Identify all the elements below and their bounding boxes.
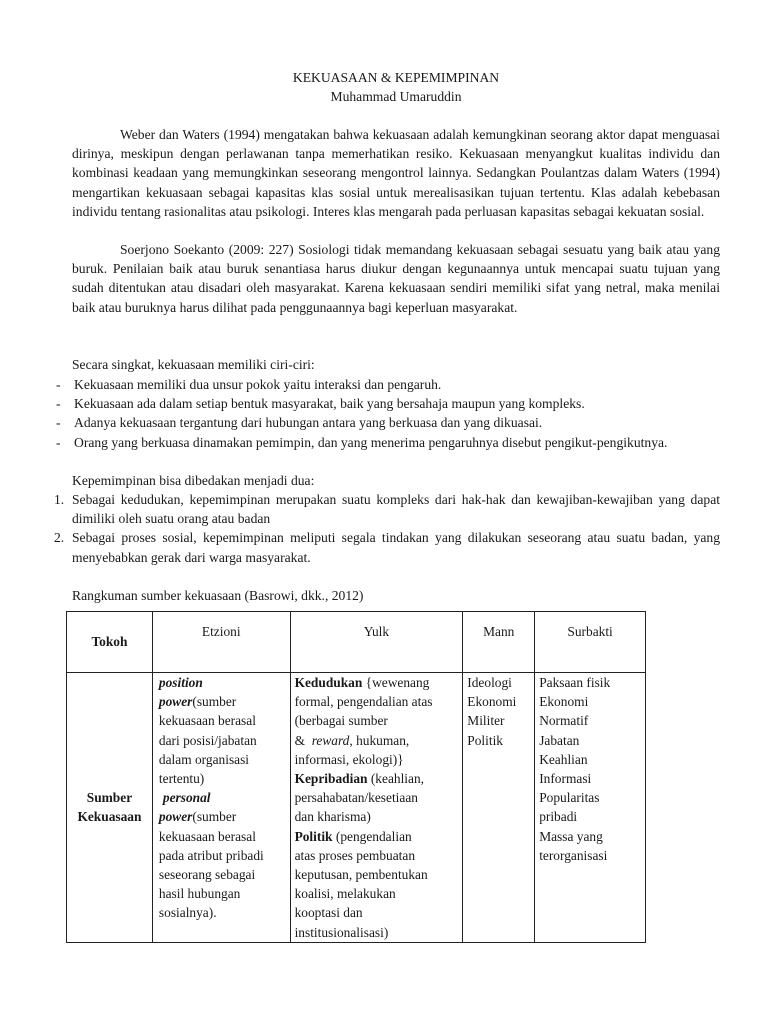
list-item-text: Kekuasaan ada dalam setiap bentuk masyarakat, baik yang bersahaja maupun yang kompleks. bbox=[74, 396, 585, 412]
table-header-row bbox=[67, 612, 646, 673]
table-row bbox=[67, 673, 646, 943]
cell-line: tertentu) bbox=[158, 771, 205, 787]
cell-line: Politik bbox=[467, 732, 504, 748]
cell-line: atas proses pembuatan bbox=[294, 847, 416, 863]
cell-text: (pengendalian bbox=[332, 828, 412, 844]
cell-text: & bbox=[294, 732, 312, 748]
kepemimpinan-list bbox=[0, 490, 720, 567]
bullet-marker: - bbox=[56, 396, 61, 412]
bullet-marker: - bbox=[56, 415, 61, 431]
header-mann: Mann bbox=[463, 612, 535, 673]
cell-line: dan kharisma) bbox=[294, 809, 371, 825]
header-yulk: Yulk bbox=[290, 612, 463, 673]
number-marker: 1. bbox=[54, 492, 65, 507]
list-item bbox=[0, 433, 720, 452]
cell-line: hasil hubungan bbox=[158, 886, 241, 902]
cell-line: Militer bbox=[467, 713, 505, 729]
cell-line: pribadi bbox=[539, 809, 578, 825]
bullet-marker: - bbox=[56, 434, 61, 450]
cell-line bbox=[295, 731, 459, 750]
header-surbakti: Surbakti bbox=[535, 612, 646, 673]
cell-line: Ideologi bbox=[467, 675, 512, 690]
cell-line: kekuasaan berasal bbox=[158, 828, 256, 844]
cell-line bbox=[159, 807, 286, 826]
cell-line bbox=[295, 673, 459, 692]
cell-mann bbox=[463, 673, 535, 943]
table-caption: Rangkuman sumber kekuasaan (Basrowi, dkk., 2012) bbox=[72, 588, 364, 603]
cell-line: informasi, ekologi)} bbox=[294, 751, 404, 767]
cell-line: dalam organisasi bbox=[158, 751, 250, 767]
cell-text: Politik bbox=[294, 828, 333, 844]
cell-line: koalisi, melakukan bbox=[294, 886, 396, 902]
cell-etzioni bbox=[152, 673, 290, 943]
cell-line: (berbagai sumber bbox=[294, 713, 388, 729]
cell-line: Informasi bbox=[539, 771, 592, 787]
list-item-text: Orang yang berkuasa dinamakan pemimpin, dan yang menerima pengaruhnya disebut pengikut-pengikutnya. bbox=[74, 434, 668, 450]
document-title: KEKUASAAN & KEPEMIMPINAN bbox=[292, 70, 500, 85]
list-item-text: Kekuasaan memiliki dua unsur pokok yaitu interaksi dan pengaruh. bbox=[74, 377, 442, 392]
cell-line: Ekonomi bbox=[467, 694, 517, 710]
cell-text: Kedudukan bbox=[294, 675, 363, 690]
ciri-list bbox=[0, 375, 720, 452]
power-sources-table bbox=[66, 611, 646, 943]
cell-line: formal, pengendalian atas bbox=[294, 694, 433, 710]
paragraph-weber-waters: Weber dan Waters (1994) mengatakan bahwa kekuasaan adalah kemungkinan seorang aktor dapat menguasai dirinya, meskipun dengan perlawanan tanpa memerhatikan resiko. Kekuasaan menyangkut kualitas individu dan kombinasi keadaan yang memungkinkan seseorang mengontrol lainnya. Sedangkan Poulantzas dalam Waters (1994) mengartikan kekuasaan sebagai kapasitas klas sosial untuk merealisasikan tujuan tertentu. Klas adalah kebebasan individu tentang rasionalitas atau psikologi. Interes klas mengarah pada perluasan kapasitas sebagai kekuatan sosial. bbox=[72, 127, 720, 219]
cell-line: position bbox=[158, 675, 203, 690]
cell-line: dari posisi/jabatan bbox=[158, 732, 257, 748]
cell-line: terorganisasi bbox=[539, 847, 608, 863]
list-item-text: Adanya kekuasaan tergantung dari hubungan antara yang berkuasa dan yang dikuasai. bbox=[74, 415, 543, 431]
cell-text: power bbox=[158, 809, 193, 825]
cell-line: kekuasaan berasal bbox=[158, 713, 256, 729]
list-item bbox=[0, 413, 720, 432]
cell-line: Normatif bbox=[539, 713, 589, 729]
ciri-intro: Secara singkat, kekuasaan memiliki ciri-ciri: bbox=[72, 357, 315, 372]
row-label-line: Kekuasaan bbox=[77, 809, 142, 825]
list-item bbox=[0, 490, 720, 528]
list-item bbox=[0, 394, 720, 413]
cell-line bbox=[295, 769, 459, 788]
cell-line bbox=[159, 692, 286, 711]
cell-surbakti bbox=[535, 673, 646, 943]
cell-text: reward bbox=[311, 732, 350, 748]
cell-text: , hukuman, bbox=[349, 732, 410, 748]
cell-line: Paksaan fisik bbox=[539, 675, 611, 690]
cell-text: (keahlian, bbox=[367, 771, 425, 787]
header-etzioni: Etzioni bbox=[152, 612, 290, 673]
document-author: Muhammad Umaruddin bbox=[330, 89, 462, 104]
list-item bbox=[0, 528, 720, 566]
cell-line: seseorang sebagai bbox=[158, 867, 256, 883]
cell-line: Keahlian bbox=[539, 751, 588, 767]
cell-line bbox=[295, 827, 459, 846]
paragraph-soekanto: Soerjono Soekanto (2009: 227) Sosiologi tidak memandang kekuasaan sebagai sesuatu yang baik atau yang buruk. Penilaian baik atau buruk senantiasa harus diukur dengan kegunaannya untuk mencapai suatu tujuan yang sudah ditentukan atau disadari oleh masyarakat. Karena kekuasaan sendiri memiliki sifat yang netral, maka menilai baik atau buruknya harus dilihat pada penggunaannya bagi keperluan masyarakat. bbox=[72, 242, 720, 315]
kepemimpinan-intro-text: Kepemimpinan bisa dibedakan menjadi dua: bbox=[72, 473, 315, 488]
cell-line: Massa yang bbox=[539, 828, 603, 844]
cell-line: kooptasi dan bbox=[294, 905, 363, 921]
list-item bbox=[0, 375, 720, 394]
cell-line: keputusan, pembentukan bbox=[294, 867, 428, 883]
row-label-line: Sumber bbox=[86, 790, 133, 806]
list-item-text: Sebagai proses sosial, kepemimpinan meliputi segala tindakan yang dilakukan seseorang atau suatu badan, yang menyebabkan gerak dari warga masyarakat. bbox=[72, 530, 720, 565]
cell-line: pada atribut pribadi bbox=[158, 847, 264, 863]
cell-text: (sumber bbox=[192, 809, 237, 825]
cell-line: sosialnya). bbox=[158, 905, 217, 921]
cell-yulk bbox=[290, 673, 463, 943]
cell-line: personal bbox=[162, 790, 211, 806]
cell-text: Kepribadian bbox=[294, 771, 368, 787]
bullet-marker: - bbox=[56, 377, 61, 392]
kepemimpinan-intro bbox=[72, 471, 720, 490]
cell-line: persahabatan/kesetiaan bbox=[294, 790, 418, 806]
row-label-sumber-kekuasaan bbox=[67, 673, 153, 943]
list-item-text: Sebagai kedudukan, kepemimpinan merupakan suatu kompleks dari hak-hak dan kewajiban-kewajiban yang dapat dimiliki oleh suatu orang atau badan bbox=[72, 492, 720, 527]
cell-text: power bbox=[158, 694, 193, 710]
header-tokoh: Tokoh bbox=[67, 612, 153, 673]
number-marker: 2. bbox=[54, 530, 65, 546]
cell-text: {wewenang bbox=[362, 675, 430, 690]
cell-line: Ekonomi bbox=[539, 694, 589, 710]
cell-line: Jabatan bbox=[539, 732, 580, 748]
cell-text: (sumber bbox=[192, 694, 237, 710]
cell-line: Popularitas bbox=[539, 790, 600, 806]
cell-line: institusionalisasi) bbox=[294, 924, 389, 940]
